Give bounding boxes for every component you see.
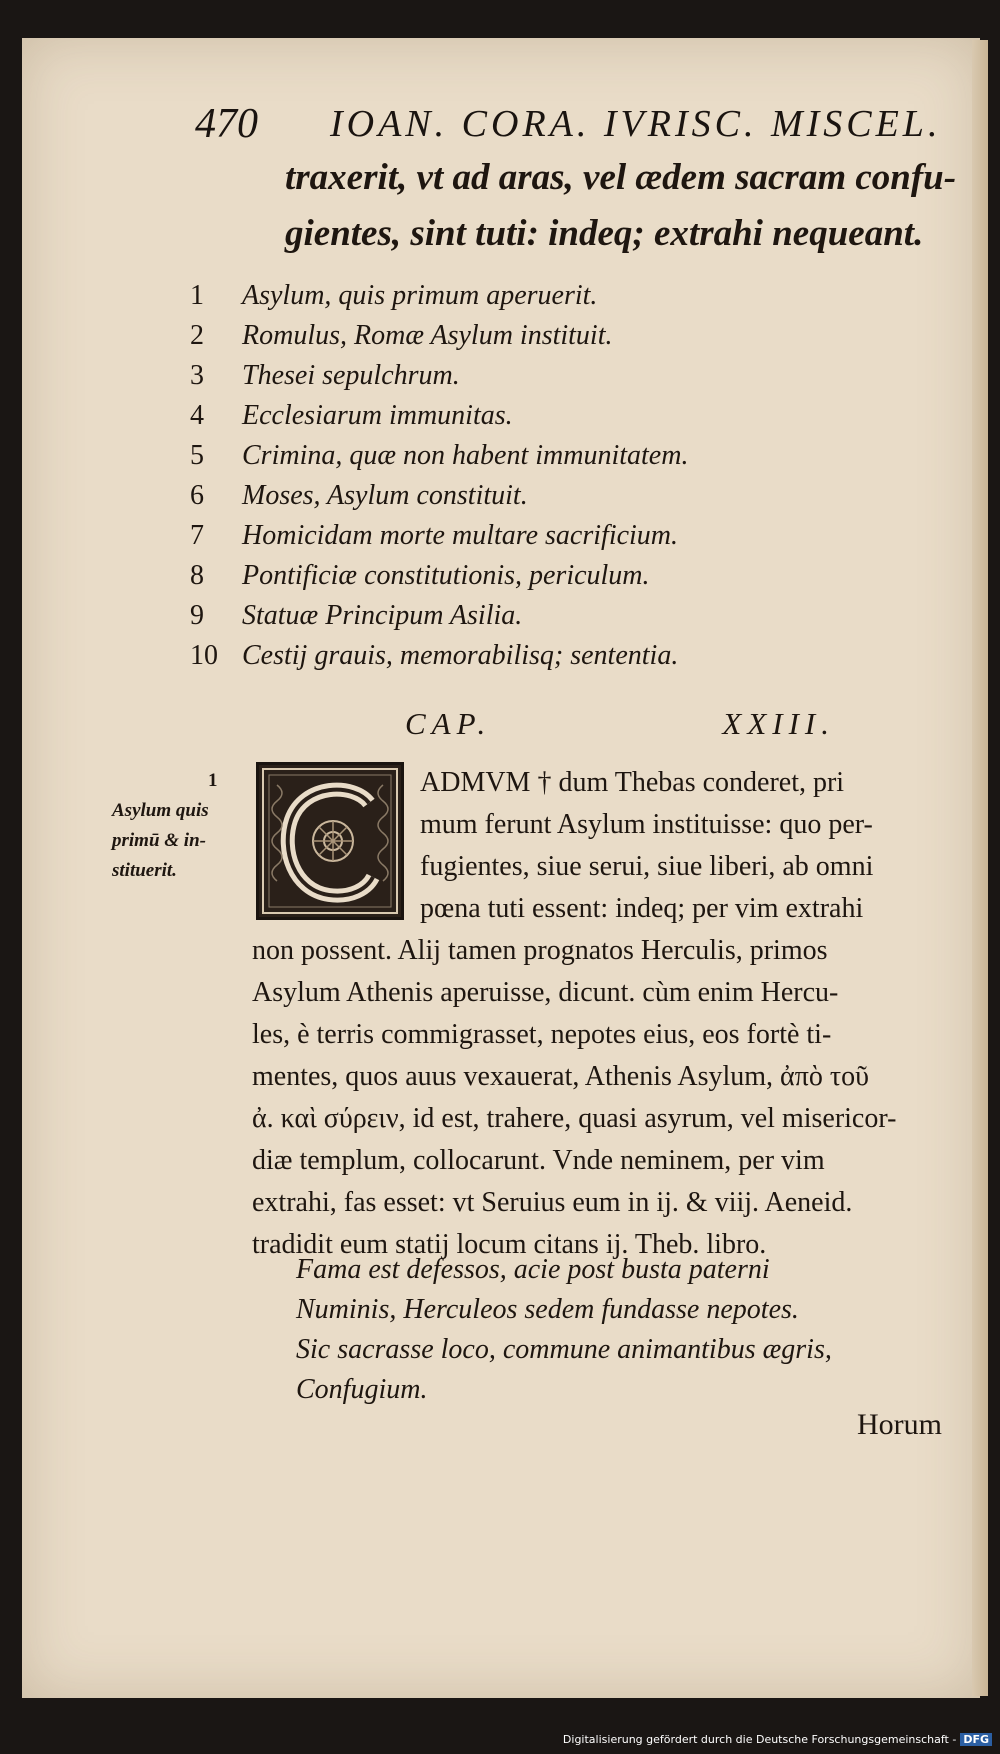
summary-item-number: 9 (190, 600, 204, 631)
verse-line: Numinis, Herculeos sedem fundasse nepotes. (296, 1294, 799, 1325)
summary-item-text: Homicidam morte multare sacrificium. (242, 520, 679, 551)
page-edge (972, 40, 988, 1696)
body-line: non possent. Alij tamen prognatos Herculis, primos (252, 935, 828, 966)
body-line: ADMVM † dum Thebas conderet, pri (420, 767, 845, 798)
margin-note (112, 766, 242, 886)
summary-item (190, 356, 970, 396)
summary-item-text: Crimina, quæ non habent immunitatem. (242, 440, 689, 471)
summary-item-number: 3 (190, 360, 204, 391)
body-line: Asylum Athenis aperuisse, dicunt. cùm enim Hercu- (252, 977, 839, 1008)
body-line: tradidit eum statij locum citans ij. Theb. libro. (252, 1229, 767, 1260)
verse-line: Sic sacrasse loco, commune animantibus ægris, (296, 1334, 832, 1365)
chapter-title (285, 150, 965, 262)
summary-item (190, 476, 970, 516)
margin-note-line: stituerit. (112, 860, 177, 881)
body-line: fugientes, siue serui, siue liberi, ab omni (420, 851, 874, 882)
verse-quotation (296, 1250, 956, 1410)
digitization-credit (563, 1733, 992, 1751)
summary-item-text: Cestij grauis, memorabilisq; sententia. (242, 640, 679, 671)
body-line: ἀ. καὶ σύρειν, id est, trahere, quasi asyrum, vel misericor- (252, 1103, 897, 1134)
summary-item (190, 636, 970, 676)
summary-item-number: 2 (190, 320, 204, 351)
margin-note-line: primū & in- (112, 830, 206, 851)
summary-item (190, 596, 970, 636)
summary-item-text: Asylum, quis primum aperuerit. (242, 280, 598, 311)
verse-line: Fama est defessos, acie post busta paterni (296, 1254, 770, 1285)
body-line: mum ferunt Asylum instituisse: quo per- (420, 809, 873, 840)
chapter-body-text (252, 762, 972, 1266)
title-line: traxerit, vt ad aras, vel ædem sacram confu- (285, 157, 957, 198)
summary-item-text: Pontificiæ constitutionis, periculum. (242, 560, 650, 591)
body-line: extrahi, fas esset: vt Seruius eum in ij. & viij. Aeneid. (252, 1187, 853, 1218)
body-line: pœna tuti essent: indeq; per vim extrahi (420, 893, 864, 924)
catchword: Horum (857, 1408, 942, 1441)
page-number: 470 (195, 101, 258, 147)
chapter-heading (405, 706, 835, 750)
credit-text: Digitalisierung gefördert durch die Deutsche Forschungsgemeinschaft - (562, 1733, 957, 1746)
chapter-summary-list (190, 276, 970, 676)
summary-item-number: 4 (190, 400, 204, 431)
summary-item-text: Romulus, Romæ Asylum instituit. (242, 320, 613, 351)
summary-item (190, 396, 970, 436)
summary-item-number: 7 (190, 520, 204, 551)
body-line: les, è terris commigrasset, nepotes eius, eos fortè ti- (252, 1019, 832, 1050)
summary-item-text: Moses, Asylum constituit. (242, 480, 528, 511)
body-line: mentes, quos auus vexauerat, Athenis Asylum, ἀπὸ τοῦ (252, 1061, 869, 1092)
summary-item-number: 10 (190, 640, 218, 671)
verse-line: Confugium. (296, 1374, 428, 1405)
summary-item (190, 556, 970, 596)
chapter-label: CAP. (405, 706, 492, 741)
margin-note-line: Asylum quis (112, 800, 209, 821)
margin-note-number: 1 (208, 770, 218, 791)
dfg-logo-icon: DFG (960, 1733, 992, 1746)
summary-item-number: 8 (190, 560, 204, 591)
summary-item (190, 436, 970, 476)
body-line: diæ templum, collocarunt. Vnde neminem, per vim (252, 1145, 825, 1176)
running-head: IOAN. CORA. IVRISC. MISCEL. (330, 103, 942, 145)
summary-item (190, 276, 970, 316)
summary-item (190, 316, 970, 356)
page-header (195, 100, 965, 156)
title-line: gientes, sint tuti: indeq; extrahi nequeant. (285, 213, 924, 254)
summary-item-number: 1 (190, 280, 204, 311)
summary-item-text: Thesei sepulchrum. (242, 360, 460, 391)
summary-item-number: 5 (190, 440, 204, 471)
summary-item-text: Statuæ Principum Asilia. (242, 600, 523, 631)
summary-item-number: 6 (190, 480, 204, 511)
summary-item-text: Ecclesiarum immunitas. (242, 400, 513, 431)
summary-item (190, 516, 970, 556)
chapter-number: XXIII. (722, 706, 835, 741)
